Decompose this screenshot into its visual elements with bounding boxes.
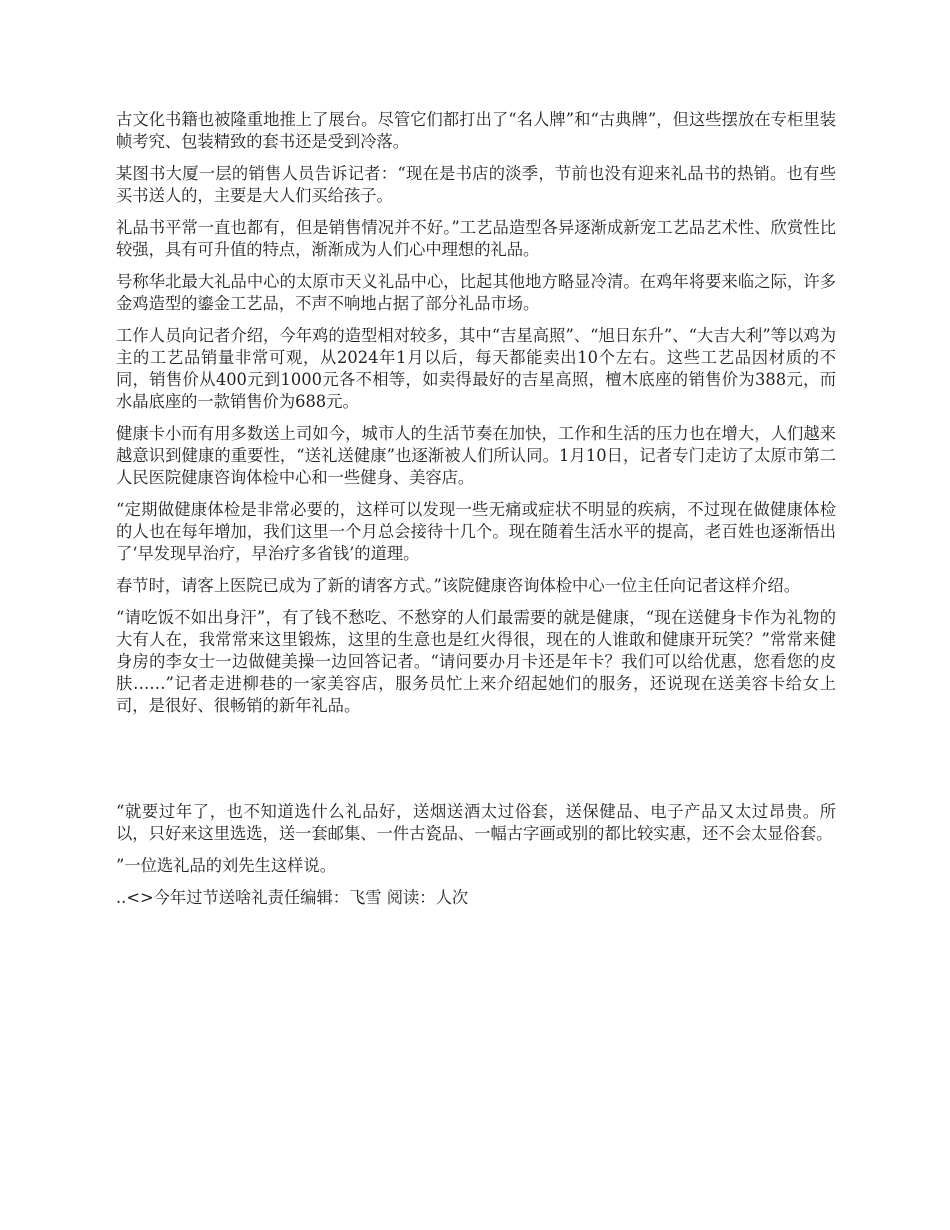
paragraph: 健康卡小而有用多数送上司如今，城市人的生活节奏在加快，工作和生活的压力也在增大，人们越来越意识到健康的重要性，“送礼送健康”也逐渐被人们所认同。1月10日，记者专门走访了太原市第二人民医院健康咨询体检中心和一些健身、美容店。 xyxy=(116,424,836,487)
blank-space xyxy=(116,727,836,801)
footer-line: ..<>今年过节送啥礼责任编辑：飞雪 阅读：人次 xyxy=(116,888,469,907)
document-body xyxy=(116,109,836,919)
paragraph: ”一位选礼品的刘先生这样说。 xyxy=(116,856,336,875)
paragraph: 某图书大厦一层的销售人员告诉记者：“现在是书店的淡季，节前也没有迎来礼品书的热销。也有些买书送人的，主要是大人们买给孩子。 xyxy=(116,164,836,205)
paragraph: 礼品书平常一直也都有，但是销售情况并不好。”工艺品造型各异逐渐成新宠工艺品艺术性、欣赏性比较强，具有可升值的特点，渐渐成为人们心中理想的礼品。 xyxy=(116,218,836,259)
paragraph: 工作人员向记者介绍，今年鸡的造型相对较多，其中“吉星高照”、“旭日东升”、“大吉大利”等以鸡为主的工艺品销量非常可观，从2024年1月以后，每天都能卖出10个左右。这些工艺品因材质的不同，销售价从400元到1000元各不相等，如卖得最好的吉星高照，檀木底座的销售价为388元，而水晶底座的一款销售价为688元。 xyxy=(116,326,836,411)
paragraph: 古文化书籍也被隆重地推上了展台。尽管它们都打出了“名人牌”和“古典牌”，但这些摆放在专柜里装帧考究、包装精致的套书还是受到冷落。 xyxy=(116,110,836,151)
paragraph: 号称华北最大礼品中心的太原市天义礼品中心，比起其他地方略显冷清。在鸡年将要来临之际，许多金鸡造型的鎏金工艺品，不声不响地占据了部分礼品市场。 xyxy=(116,272,836,313)
paragraph: “请吃饭不如出身汗”，有了钱不愁吃、不愁穿的人们最需要的就是健康，“现在送健身卡作为礼物的大有人在，我常常来这里锻炼，这里的生意也是红火得很，现在的人谁敢和健康开玩笑？”常常来健身房的李女士一边做健美操一边回答记者。“请问要办月卡还是年卡？我们可以给优惠，您看您的皮肤……”记者走进柳巷的一家美容店，服务员忙上来介绍起她们的服务，还说现在送美容卡给女上司，是很好、很畅销的新年礼品。 xyxy=(116,608,836,715)
paragraph: 春节时，请客上医院已成为了新的请客方式。”该院健康咨询体检中心一位主任向记者这样介绍。 xyxy=(116,576,800,595)
paragraph: “就要过年了，也不知道选什么礼品好，送烟送酒太过俗套，送保健品、电子产品又太过昂贵。所以，只好来这里选选，送一套邮集、一件古瓷品、一幅古字画或别的都比较实惠，还不会太显俗套。 xyxy=(116,802,836,843)
paragraph: “定期做健康体检是非常必要的，这样可以发现一些无痛或症状不明显的疾病，不过现在做健康体检的人也在每年增加，我们这里一个月总会接待十几个。现在随着生活水平的提高，老百姓也逐渐悟出了‘早发现早治疗，早治疗多省钱’的道理。 xyxy=(116,500,836,563)
